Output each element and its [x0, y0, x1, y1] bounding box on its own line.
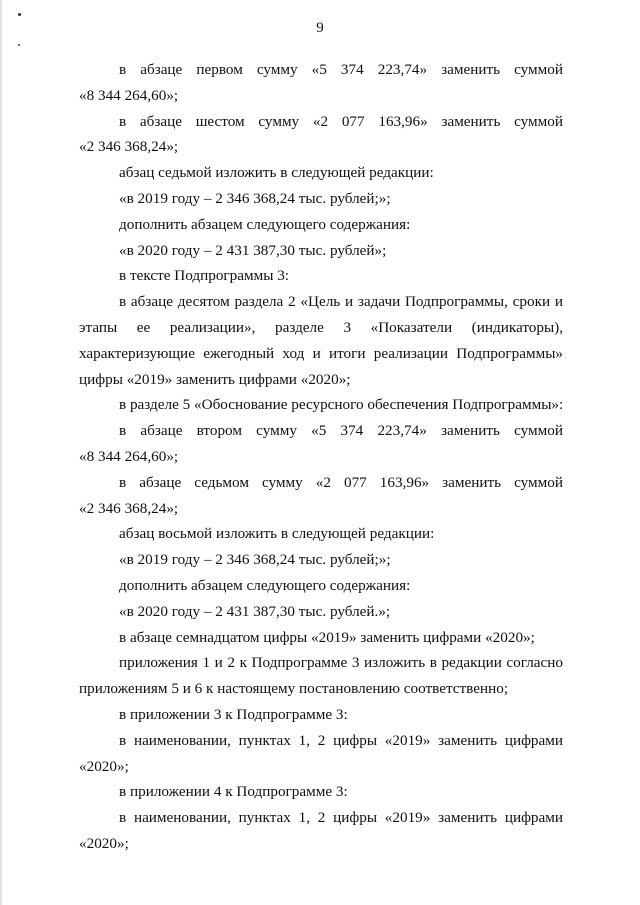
- text-line: этапы ее реализации», разделе 3 «Показатели (индикаторы),: [79, 318, 563, 336]
- text-line: дополнить абзацем следующего содержания:: [119, 215, 411, 233]
- text-line: в абзаце шестом сумму «2 077 163,96» заменить суммой: [119, 112, 563, 130]
- text-line: абзац седьмой изложить в следующей редакции:: [119, 164, 434, 182]
- text-line: в абзаце втором сумму «5 374 223,74» заменить суммой: [119, 422, 563, 440]
- text-line: «в 2019 году – 2 346 368,24 тыс. рублей;»;: [119, 551, 391, 569]
- text-line: в наименовании, пунктах 1, 2 цифры «2019» заменить цифрами: [119, 809, 563, 827]
- text-line: «в 2020 году – 2 431 387,30 тыс. рублей.»;: [119, 602, 391, 620]
- text-line: в абзаце первом сумму «5 374 223,74» заменить суммой: [119, 61, 563, 78]
- text-line: приложениям 5 и 6 к настоящему постановлению соответственно;: [79, 680, 509, 698]
- text-line: «2 346 368,24»;: [79, 138, 179, 156]
- text-line: в абзаце семнадцатом цифры «2019» заменить цифрами «2020»;: [119, 628, 535, 646]
- text-line: абзац восьмой изложить в следующей редакции:: [119, 525, 435, 543]
- text-line: дополнить абзацем следующего содержания:: [119, 576, 411, 594]
- scan-speck: [18, 13, 21, 16]
- scan-speck: [18, 44, 20, 46]
- text-line: «в 2019 году – 2 346 368,24 тыс. рублей;»;: [119, 189, 391, 207]
- text-line: «2020»;: [79, 757, 129, 775]
- scan-edge: [0, 0, 3, 905]
- document-body: [79, 57, 563, 857]
- text-line: приложения 1 и 2 к Подпрограмме 3 изложить в редакции согласно: [119, 654, 563, 672]
- text-line: в абзаце десятом раздела 2 «Цель и задачи Подпрограммы, сроки и: [119, 293, 563, 311]
- text-line: «2 346 368,24»;: [79, 499, 179, 517]
- text-line: «8 344 264,60»;: [79, 86, 179, 104]
- text-line: цифры «2019» заменить цифрами «2020»;: [79, 370, 351, 388]
- text-line: в приложении 3 к Подпрограмме 3:: [119, 705, 348, 723]
- text-line: «8 344 264,60»;: [79, 447, 179, 465]
- text-line: в тексте Подпрограммы 3:: [119, 267, 290, 285]
- text-line: «2020»;: [79, 834, 129, 852]
- text-line: в абзаце седьмом сумму «2 077 163,96» заменить суммой: [119, 473, 563, 491]
- text-line: в приложении 4 к Подпрограмме 3:: [119, 783, 348, 801]
- page-number: 9: [316, 20, 324, 36]
- text-line: в разделе 5 «Обоснование ресурсного обеспечения Подпрограммы»:: [119, 396, 563, 414]
- text-line: «в 2020 году – 2 431 387,30 тыс. рублей»;: [119, 241, 387, 259]
- text-line: в наименовании, пунктах 1, 2 цифры «2019» заменить цифрами: [119, 731, 563, 749]
- text-line: характеризующие ежегодный ход и итоги реализации Подпрограммы»: [79, 344, 563, 362]
